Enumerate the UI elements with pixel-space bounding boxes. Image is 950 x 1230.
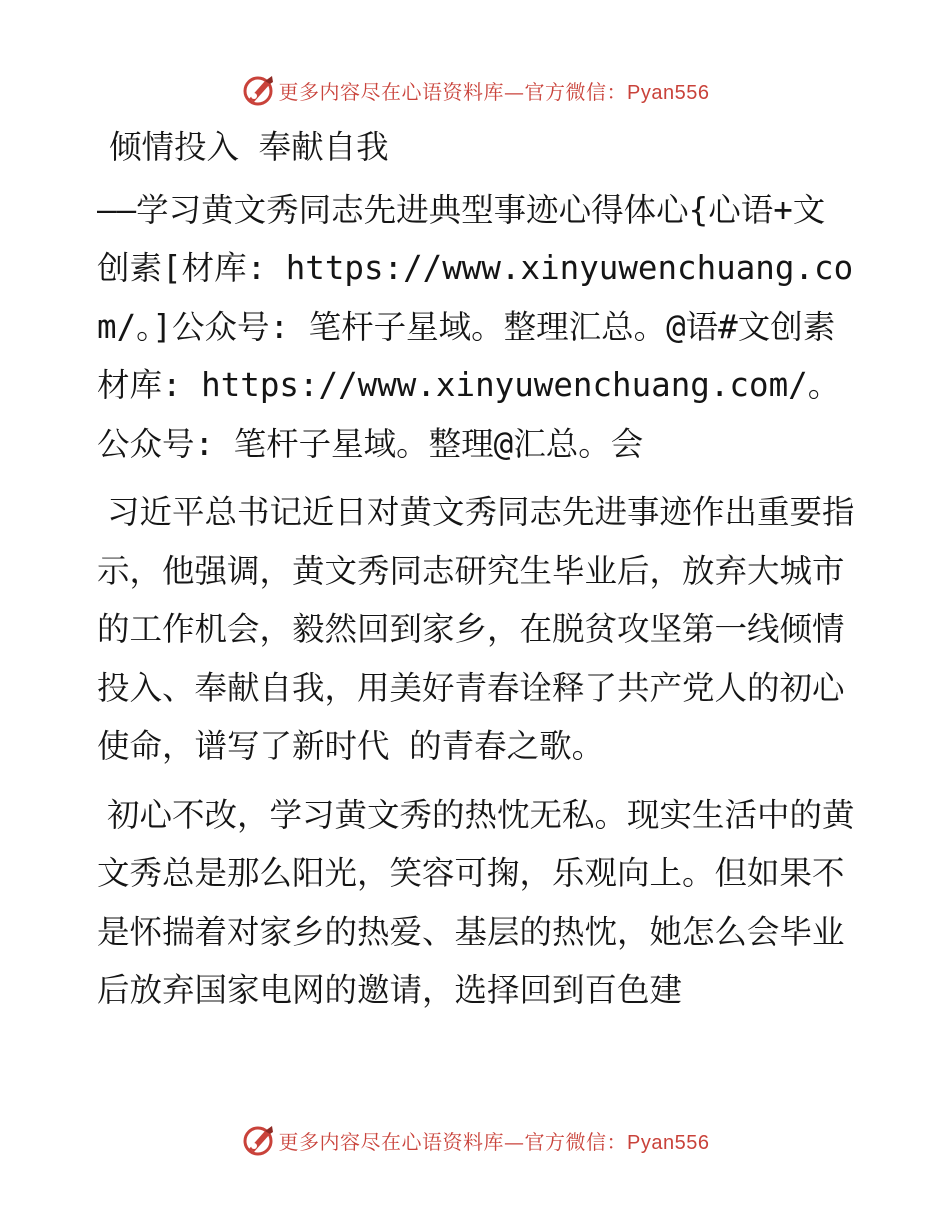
document-body [97, 118, 857, 1030]
header-banner [0, 70, 950, 110]
pen-logo-icon [241, 1122, 277, 1158]
wechat-id: Pyan556 [627, 1131, 710, 1154]
footer-banner [0, 1120, 950, 1160]
wechat-id: Pyan556 [627, 81, 710, 104]
document-subtitle: ——学习黄文秀同志先进典型事迹心得体心{心语+文创素[材库: https://www.xinyuwenchuang.com/。]公众号: 笔杆子星域。整理汇总。@语#文创素材库: https://www.xinyuwenchuang.com/。公众号: 笔杆子星域。整理@汇总。会 [97, 190, 854, 463]
banner-text: 更多内容尽在心语资料库—官方微信：Pyan556 [278, 79, 710, 104]
paragraph-2: 初心不改，学习黄文秀的热忱无私。现实生活中的黄文秀总是那么阳光，笑容可掬，乐观向上。但如果不是怀揣着对家乡的热爱、基层的热忱，她怎么会毕业后放弃国家电网的邀请，选择回到百色建 [97, 795, 855, 1009]
banner-text: 更多内容尽在心语资料库—官方微信：Pyan556 [278, 1129, 710, 1154]
document-title: 倾情投入 奉献自我 [109, 128, 389, 166]
pen-logo-icon [241, 72, 277, 108]
paragraph-1: 习近平总书记近日对黄文秀同志先进事迹作出重要指 示，他强调，黄文秀同志研究生毕业后，放弃大城市的工作机会，毅然回到家乡，在脱贫攻坚第一线倾情投入、奉献自我，用美好青春诠释了共产党人的初心使命，谱写了新时代 的青春之歌。 [97, 493, 855, 765]
